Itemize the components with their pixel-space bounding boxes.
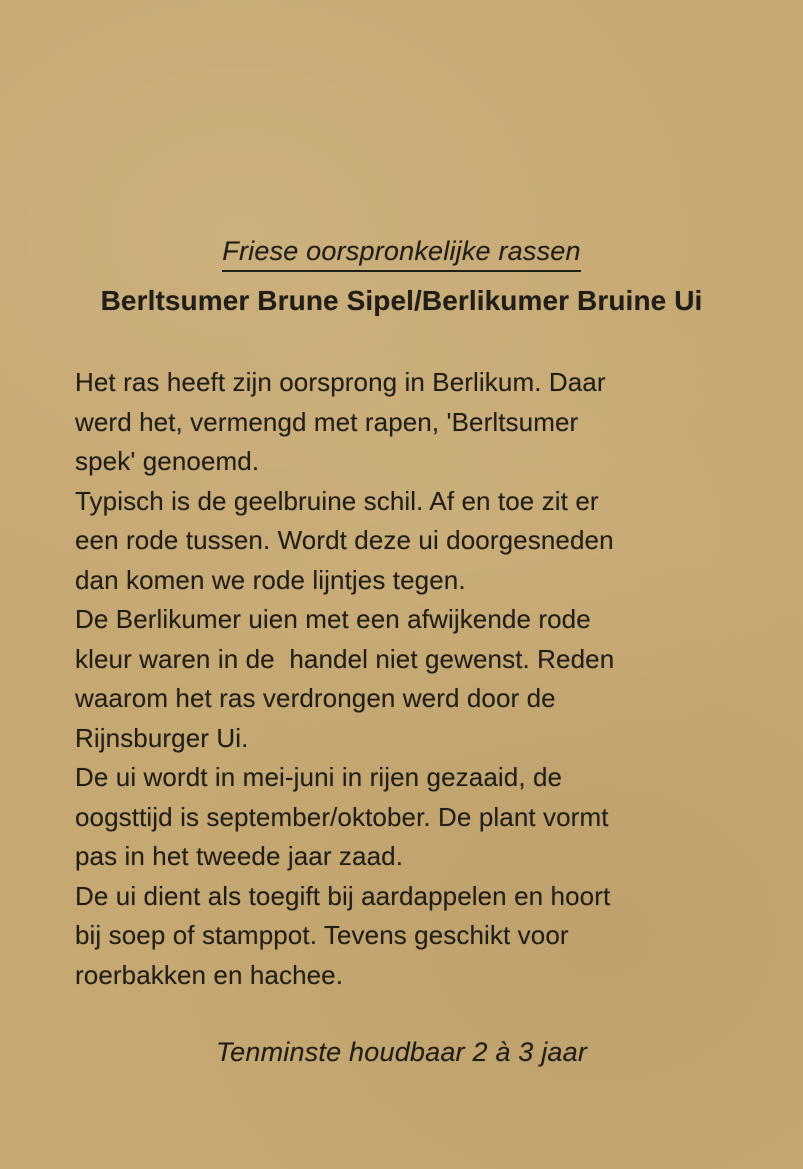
body-line: De ui dient als toegift bij aardappelen en hoort <box>75 880 611 911</box>
body-line: Typisch is de geelbruine schil. Af en toe zit er <box>75 485 599 516</box>
body-line: een rode tussen. Wordt deze ui doorgesneden <box>75 525 614 555</box>
body-line: Rijnsburger Ui. <box>75 722 249 753</box>
body-line: kleur waren in de handel niet gewenst. Reden <box>75 643 615 674</box>
body-line: De Berlikumer uien met een afwijkende rode <box>75 604 591 634</box>
variety-title: Berltsumer Brune Sipel/Berlikumer Bruine Ui <box>100 285 703 316</box>
label-header <box>0 0 803 317</box>
description-text <box>0 363 803 995</box>
body-line: werd het, vermengd met rapen, 'Berltsumer <box>75 406 579 437</box>
body-line: roerbakken en hachee. <box>75 959 344 990</box>
body-line: De ui wordt in mei-juni in rijen gezaaid, de <box>75 762 563 792</box>
label-footer <box>0 1037 803 1068</box>
series-title: Friese oorspronkelijke rassen <box>222 236 580 272</box>
body-line: oogsttijd is september/oktober. De plant vormt <box>75 801 609 832</box>
body-line: bij soep of stamppot. Tevens geschikt voor <box>75 920 569 950</box>
body-line: waarom het ras verdrongen werd door de <box>75 683 556 713</box>
body-line: Het ras heeft zijn oorsprong in Berlikum. Daar <box>75 367 606 397</box>
shelf-life-note: Tenminste houdbaar 2 à 3 jaar <box>215 1037 588 1067</box>
body-line: pas in het tweede jaar zaad. <box>75 841 404 871</box>
body-line: dan komen we rode lijntjes tegen. <box>75 564 466 595</box>
body-line: spek' genoemd. <box>75 446 260 476</box>
